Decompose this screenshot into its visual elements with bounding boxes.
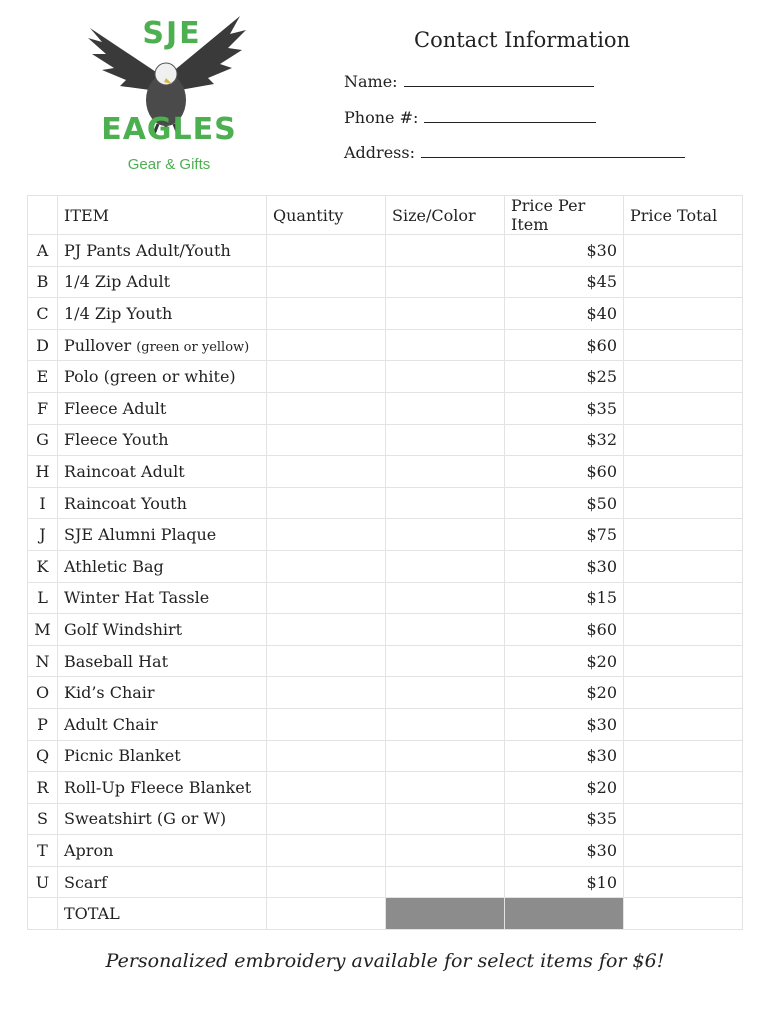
row-letter: G xyxy=(28,424,58,456)
price-total-cell[interactable] xyxy=(624,740,743,772)
header-size-color: Size/Color xyxy=(386,196,505,235)
row-item xyxy=(58,677,267,709)
table-row xyxy=(28,361,743,393)
table-row xyxy=(28,298,743,330)
price-total-cell[interactable] xyxy=(624,708,743,740)
price-per-item: $60 xyxy=(505,614,624,646)
quantity-cell[interactable] xyxy=(267,487,386,519)
row-letter: S xyxy=(28,803,58,835)
price-per-item: $40 xyxy=(505,298,624,330)
table-row xyxy=(28,392,743,424)
row-item xyxy=(58,361,267,393)
quantity-cell[interactable] xyxy=(267,708,386,740)
quantity-cell[interactable] xyxy=(267,835,386,867)
size-color-cell[interactable] xyxy=(386,677,505,709)
price-total-cell[interactable] xyxy=(624,550,743,582)
row-letter: L xyxy=(28,582,58,614)
phone-field[interactable] xyxy=(344,108,596,127)
size-color-cell[interactable] xyxy=(386,424,505,456)
quantity-cell[interactable] xyxy=(267,550,386,582)
row-item xyxy=(58,298,267,330)
row-letter: D xyxy=(28,329,58,361)
header-quantity: Quantity xyxy=(267,196,386,235)
price-per-item: $60 xyxy=(505,329,624,361)
phone-label: Phone #: xyxy=(344,108,419,127)
quantity-cell[interactable] xyxy=(267,582,386,614)
price-per-item: $75 xyxy=(505,519,624,551)
size-color-cell[interactable] xyxy=(386,772,505,804)
item-name: SJE Alumni Plaque xyxy=(64,525,217,545)
item-name: Fleece Youth xyxy=(64,430,169,450)
item-name: Winter Hat Tassle xyxy=(64,588,210,608)
size-color-cell[interactable] xyxy=(386,740,505,772)
price-per-item: $30 xyxy=(505,708,624,740)
order-table xyxy=(27,195,743,930)
table-row xyxy=(28,456,743,488)
price-per-item: $10 xyxy=(505,866,624,898)
item-name: Fleece Adult xyxy=(64,398,167,418)
table-row xyxy=(28,677,743,709)
price-per-item: $20 xyxy=(505,772,624,804)
price-total-cell[interactable] xyxy=(624,614,743,646)
row-item xyxy=(58,803,267,835)
table-row xyxy=(28,645,743,677)
row-item xyxy=(58,582,267,614)
table-row xyxy=(28,772,743,804)
item-name: 1/4 Zip Adult xyxy=(64,272,171,292)
address-blank[interactable] xyxy=(421,145,685,158)
table-row xyxy=(28,866,743,898)
row-item xyxy=(58,329,267,361)
quantity-cell[interactable] xyxy=(267,866,386,898)
total-row xyxy=(28,898,743,930)
item-name: PJ Pants Adult/Youth xyxy=(64,240,231,260)
row-letter: A xyxy=(28,235,58,267)
table-row xyxy=(28,708,743,740)
row-item xyxy=(58,456,267,488)
price-per-item: $15 xyxy=(505,582,624,614)
address-label: Address: xyxy=(344,143,415,162)
size-color-cell[interactable] xyxy=(386,456,505,488)
size-color-cell[interactable] xyxy=(386,866,505,898)
row-item xyxy=(58,392,267,424)
table-row xyxy=(28,803,743,835)
row-item xyxy=(58,645,267,677)
item-name: Athletic Bag xyxy=(64,556,164,576)
row-item xyxy=(58,424,267,456)
size-color-cell[interactable] xyxy=(386,235,505,267)
price-total-cell[interactable] xyxy=(624,487,743,519)
logo-eagles-text: EAGLES xyxy=(101,112,237,147)
size-color-cell[interactable] xyxy=(386,392,505,424)
embroidery-note: Personalized embroidery available for select items for $6! xyxy=(105,950,665,972)
row-letter: M xyxy=(28,614,58,646)
price-per-item: $60 xyxy=(505,456,624,488)
size-color-cell[interactable] xyxy=(386,582,505,614)
item-name: Sweatshirt (G or W) xyxy=(64,809,227,829)
total-label: TOTAL xyxy=(58,898,267,930)
item-name: Baseball Hat xyxy=(64,651,168,671)
table-row xyxy=(28,424,743,456)
size-color-cell[interactable] xyxy=(386,550,505,582)
row-letter: N xyxy=(28,645,58,677)
total-size-shaded-cell xyxy=(386,898,505,930)
table-row xyxy=(28,519,743,551)
table-row xyxy=(28,266,743,298)
price-total-cell[interactable] xyxy=(624,866,743,898)
item-name: Raincoat Youth xyxy=(64,493,187,513)
quantity-cell[interactable] xyxy=(267,298,386,330)
item-name: 1/4 Zip Youth xyxy=(64,303,173,323)
price-per-item: $35 xyxy=(505,803,624,835)
row-letter: T xyxy=(28,835,58,867)
price-total-cell[interactable] xyxy=(624,835,743,867)
price-per-item: $30 xyxy=(505,235,624,267)
price-per-item: $25 xyxy=(505,361,624,393)
grand-total-cell[interactable] xyxy=(624,898,743,930)
price-per-item: $20 xyxy=(505,677,624,709)
item-name: Scarf xyxy=(64,872,108,892)
price-per-item: $30 xyxy=(505,550,624,582)
table-row xyxy=(28,550,743,582)
total-price-shaded-cell xyxy=(505,898,624,930)
table-header-row xyxy=(28,196,743,235)
quantity-cell[interactable] xyxy=(267,803,386,835)
quantity-cell[interactable] xyxy=(267,645,386,677)
table-row xyxy=(28,329,743,361)
quantity-cell[interactable] xyxy=(267,329,386,361)
row-item xyxy=(58,866,267,898)
price-total-cell[interactable] xyxy=(624,645,743,677)
total-letter-cell xyxy=(28,898,58,930)
item-note: (green or yellow) xyxy=(136,339,250,355)
item-name: Pullover xyxy=(64,335,132,355)
header-price-per-item: Price Per Item xyxy=(505,196,624,235)
contact-title: Contact Information xyxy=(414,28,631,52)
price-per-item: $45 xyxy=(505,266,624,298)
quantity-cell[interactable] xyxy=(267,740,386,772)
row-item xyxy=(58,708,267,740)
price-per-item: $32 xyxy=(505,424,624,456)
item-name: Raincoat Adult xyxy=(64,461,185,481)
price-per-item: $20 xyxy=(505,645,624,677)
row-item xyxy=(58,266,267,298)
row-item xyxy=(58,835,267,867)
price-total-cell[interactable] xyxy=(624,677,743,709)
size-color-cell[interactable] xyxy=(386,298,505,330)
price-total-cell[interactable] xyxy=(624,772,743,804)
price-total-cell[interactable] xyxy=(624,424,743,456)
row-letter: R xyxy=(28,772,58,804)
table-row xyxy=(28,235,743,267)
size-color-cell[interactable] xyxy=(386,487,505,519)
size-color-cell[interactable] xyxy=(386,361,505,393)
row-letter: H xyxy=(28,456,58,488)
price-total-cell[interactable] xyxy=(624,582,743,614)
price-total-cell[interactable] xyxy=(624,456,743,488)
table-row xyxy=(28,582,743,614)
table-row xyxy=(28,614,743,646)
quantity-cell[interactable] xyxy=(267,519,386,551)
size-color-cell[interactable] xyxy=(386,519,505,551)
row-letter: I xyxy=(28,487,58,519)
row-item xyxy=(58,519,267,551)
item-name: Roll-Up Fleece Blanket xyxy=(64,777,252,797)
name-blank[interactable] xyxy=(404,74,594,87)
quantity-cell[interactable] xyxy=(267,772,386,804)
row-letter: B xyxy=(28,266,58,298)
size-color-cell[interactable] xyxy=(386,614,505,646)
item-name: Picnic Blanket xyxy=(64,746,181,766)
price-total-cell[interactable] xyxy=(624,392,743,424)
quantity-cell[interactable] xyxy=(267,392,386,424)
table-row xyxy=(28,740,743,772)
quantity-cell[interactable] xyxy=(267,235,386,267)
row-letter: P xyxy=(28,708,58,740)
row-item xyxy=(58,772,267,804)
row-letter: O xyxy=(28,677,58,709)
logo-sje-text: SJE xyxy=(142,16,202,51)
price-per-item: $30 xyxy=(505,740,624,772)
name-label: Name: xyxy=(344,72,398,91)
row-item xyxy=(58,550,267,582)
size-color-cell[interactable] xyxy=(386,835,505,867)
header-price-total: Price Total xyxy=(624,196,743,235)
item-name: Kid’s Chair xyxy=(64,683,155,703)
size-color-cell[interactable] xyxy=(386,645,505,677)
item-name: Golf Windshirt xyxy=(64,619,183,639)
row-letter: K xyxy=(28,550,58,582)
price-per-item: $50 xyxy=(505,487,624,519)
quantity-cell[interactable] xyxy=(267,677,386,709)
quantity-cell[interactable] xyxy=(267,266,386,298)
row-letter: Q xyxy=(28,740,58,772)
row-letter: F xyxy=(28,392,58,424)
phone-blank[interactable] xyxy=(424,110,596,123)
quantity-cell[interactable] xyxy=(267,361,386,393)
name-field[interactable] xyxy=(344,72,594,91)
header-item: ITEM xyxy=(58,196,267,235)
item-name: Polo (green or white) xyxy=(64,367,236,387)
price-total-cell[interactable] xyxy=(624,235,743,267)
size-color-cell[interactable] xyxy=(386,708,505,740)
quantity-cell[interactable] xyxy=(267,424,386,456)
row-item xyxy=(58,487,267,519)
row-letter: E xyxy=(28,361,58,393)
price-total-cell[interactable] xyxy=(624,519,743,551)
item-name: Apron xyxy=(64,841,114,861)
total-quantity-cell[interactable] xyxy=(267,898,386,930)
row-item xyxy=(58,235,267,267)
price-total-cell[interactable] xyxy=(624,361,743,393)
row-item xyxy=(58,740,267,772)
size-color-cell[interactable] xyxy=(386,803,505,835)
price-total-cell[interactable] xyxy=(624,329,743,361)
row-letter: U xyxy=(28,866,58,898)
row-letter: J xyxy=(28,519,58,551)
quantity-cell[interactable] xyxy=(267,456,386,488)
table-row xyxy=(28,487,743,519)
row-letter: C xyxy=(28,298,58,330)
size-color-cell[interactable] xyxy=(386,329,505,361)
row-item xyxy=(58,614,267,646)
quantity-cell[interactable] xyxy=(267,614,386,646)
logo-tagline: Gear & Gifts xyxy=(127,156,211,173)
item-name: Adult Chair xyxy=(64,714,158,734)
price-total-cell[interactable] xyxy=(624,803,743,835)
logo xyxy=(80,8,250,178)
table-row xyxy=(28,835,743,867)
price-per-item: $35 xyxy=(505,392,624,424)
price-total-cell[interactable] xyxy=(624,266,743,298)
address-field[interactable] xyxy=(344,143,685,162)
header-letter xyxy=(28,196,58,235)
size-color-cell[interactable] xyxy=(386,266,505,298)
price-per-item: $30 xyxy=(505,835,624,867)
price-total-cell[interactable] xyxy=(624,298,743,330)
